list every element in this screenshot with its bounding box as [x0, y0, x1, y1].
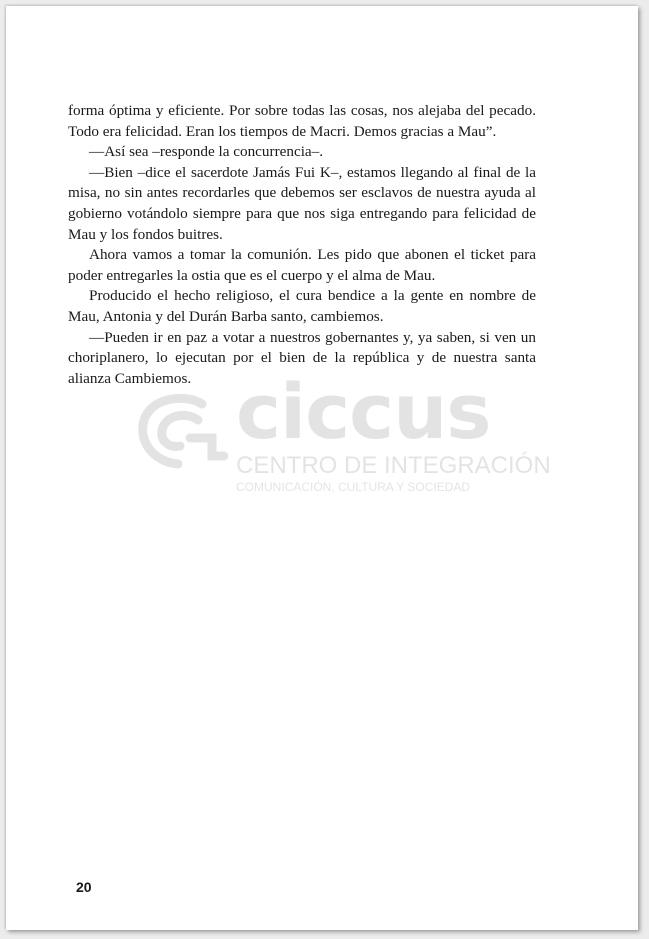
ciccus-logo-icon — [132, 390, 228, 474]
watermark-tagline: COMUNICACIÓN, CULTURA Y SOCIEDAD — [236, 480, 471, 494]
paragraph: Ahora vamos a tomar la comunión. Les pido que abonen el ticket para poder entregarles la ostia que es el cuerpo y el alma de Mau. — [68, 246, 536, 284]
paragraph: —Así sea –responde la concurrencia–. — [89, 143, 324, 161]
paragraph: —Bien –dice el sacerdote Jamás Fui K–, estamos llegando al final de la misa, no sin antes recordarles que debemos ser esclavos de nuestra ayuda al gobierno votándolo siempre para que nos siga entregando para felicidad de Mau y los fondos buitres. — [68, 163, 536, 243]
watermark-subtitle: CENTRO DE INTEGRACIÓN — [236, 452, 551, 479]
paragraph: —Pueden ir en paz a votar a nuestros gobernantes y, ya saben, si ven un choriplanero, lo ejecutan por el bien de la república y de nuestra santa alianza Cambiemos. — [68, 328, 536, 387]
paragraph: forma óptima y eficiente. Por sobre todas las cosas, nos alejaba del pecado. Todo era felicidad. Eran los tiempos de Macri. Demos gracias a Mau”. — [68, 102, 536, 140]
ciccus-watermark — [132, 367, 551, 508]
book-page — [6, 6, 638, 930]
body-text — [68, 101, 536, 389]
watermark-name: ciccus — [236, 367, 491, 456]
paragraph: Producido el hecho religioso, el cura bendice a la gente en nombre de Mau, Antonia y del Durán Barba santo, cambiemos. — [68, 287, 536, 325]
page-number: 20 — [76, 879, 92, 895]
